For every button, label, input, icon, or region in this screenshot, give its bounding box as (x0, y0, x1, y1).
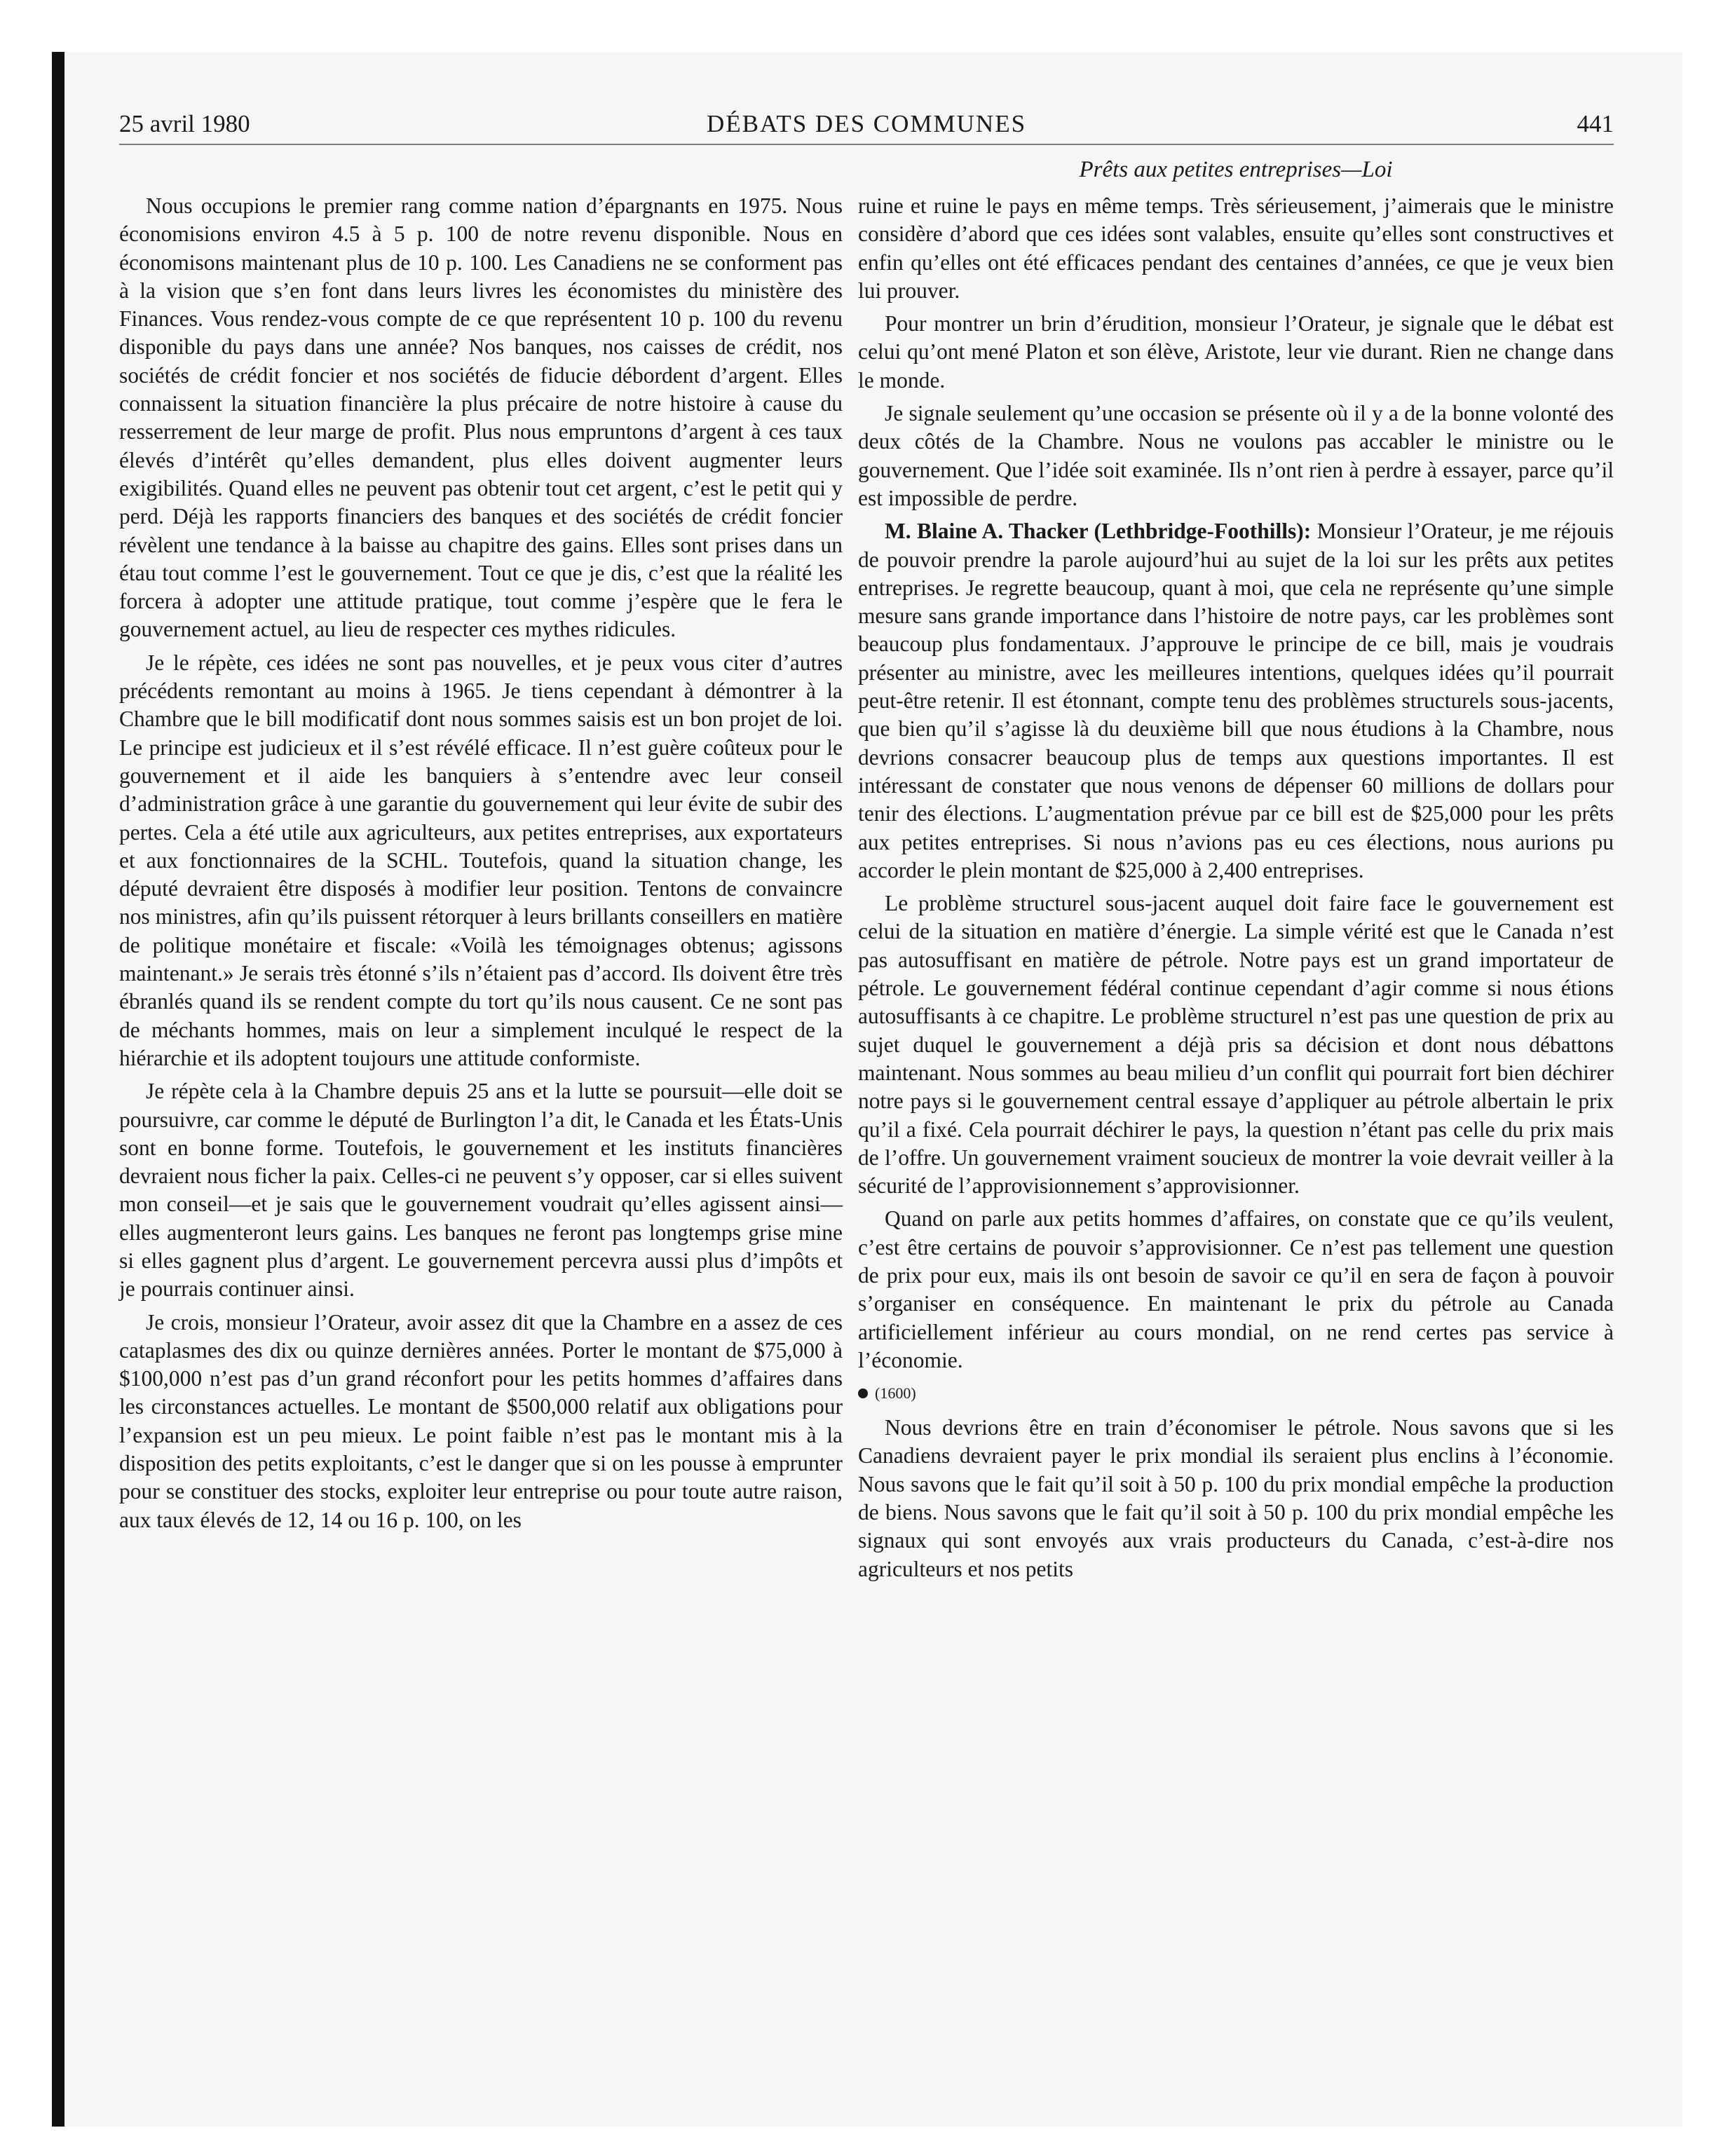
page-header (119, 107, 1614, 143)
paragraph: Je répète cela à la Chambre depuis 25 ans et la lutte se poursuit—elle doit se poursuivre, car comme le député de Burlington l’a dit, le Canada et les États-Unis sont en bonne forme. Toutefois, le gouvernement et les instituts financières devraient nous ficher la paix. Celles-ci ne peuvent s’y opposer, car si elles suivent mon conseil—et je sais que le gouvernement voudrait qu’elles agissent ainsi—elles augmenteront leurs gains. Les banques ne feront pas longtemps grise mine si elles gagnent plus d’argent. Le gouvernement percevra aussi plus d’impôts et je pourrais continuer ainsi. (119, 1079, 843, 1302)
paragraph: Nous devrions être en train d’économiser le pétrole. Nous savons que si les Canadiens devraient payer le prix mondial ils seraient plus enclins à l’économie. Nous savons que le fait qu’il soit à 50 p. 100 du prix mondial empêche la production de biens. Nous savons que le fait qu’il soit à 50 p. 100 du prix mondial empêche les signaux qui sont envoyés aux vrais producteurs du Canada, c’est-à-dire nos agriculteurs et nos petits (858, 1415, 1614, 1581)
header-date: 25 avril 1980 (119, 110, 250, 137)
bullet-icon (858, 1389, 868, 1398)
header-rule (119, 144, 1614, 145)
right-column (858, 192, 1614, 1588)
left-column (119, 192, 843, 1539)
paragraph: Le problème structurel sous-jacent auquel doit faire face le gouvernement est celui de la situation en matière d’énergie. La simple vérité est que le Canada n’est pas autosuffisant en matière de pétrole. Notre pays est un grand importateur de pétrole. Le gouvernement fédéral continue cependant d’agir comme si nous étions autosuffisants à ce chapitre. Le problème structurel n’est pas une question de prix au sujet duquel le gouvernement a déjà pris sa décision et dont nous débattons maintenant. Nous sommes au beau milieu d’un conflit qui pourrait fort bien déchirer notre pays si le gouvernement central essaye d’appliquer au pétrole albertain le prix qu’il a fixé. Cela pourrait déchirer le pays, la question n’étant pas celle du prix mais de l’offre. Un gouvernement vraiment soucieux de montrer la voie devrait veiller à la sécurité de l’approvisionnement s’approvisionner. (858, 891, 1614, 1199)
speech-paragraph (858, 517, 1614, 885)
speech-text: Monsieur l’Orateur, je me réjouis de pouvoir prendre la parole aujourd’hui au sujet de la loi sur les prêts aux petites entreprises. Je regrette beaucoup, quant à moi, que cela ne représente qu’une simple mesure sans grande importance dans l’histoire de notre pays, car les problèmes sont beaucoup plus fondamentaux. J’approuve le principe de ce bill, mais je voudrais présenter au ministre, avec les meilleures intentions, quelques idées qu’il pourrait peut-être retenir. Il est étonnant, compte tenu des problèmes structurels sous-jacents, que bien qu’il s’agisse là du deuxième bill que nous étudions à la Chambre, nous devrions consacrer beaucoup plus de temps aux questions importantes. Il est intéressant de constater que nous venons de dépenser 60 millions de dollars pour tenir des élections. L’augmentation prévue par ce bill est de $25,000 pour les prêts aux petites entreprises. Si nous n’avions pas eu ces élections, nous aurions pu accorder le plein montant de $25,000 à 2,400 entreprises. (858, 519, 1614, 882)
running-title: Prêts aux petites entreprises—Loi (1079, 157, 1393, 182)
paragraph: Nous occupions le premier rang comme nation d’épargnants en 1975. Nous économisions environ 4.5 à 5 p. 100 de notre revenu disponible. Nous en économisons maintenant plus de 10 p. 100. Les Canadiens ne se conforment pas à la vision que s’en font dans leurs livres les économistes du ministère des Finances. Vous rendez-vous compte de ce que représentent 10 p. 100 du revenu disponible du pays dans une année? Nos banques, nos caisses de crédit, nos sociétés de crédit foncier et nos sociétés de fiducie débordent d’argent. Elles connaissent la situation financière la plus précaire de notre histoire à cause du resserrement de leur marge de profit. Plus nous empruntons d’argent à ces taux élevés d’intérêt qu’elles demandent, plus elles doivent augmenter leurs exigibilités. Quand elles ne peuvent pas obtenir tout cet argent, c’est le petit qui y perd. Déjà les rapports financiers des banques et des sociétés de crédit foncier révèlent une tendance à la baisse au chapitre des gains. Elles sont prises dans un étau tout comme l’est le gouvernement. Tout ce que je dis, c’est que la réalité les forcera à adopter une attitude pratique, tout comme j’espère que le fera le gouvernement actuel, au lieu de respecter ces mythes ridicules. (119, 193, 843, 642)
paragraph: Je crois, monsieur l’Orateur, avoir assez dit que la Chambre en a assez de ces cataplasmes des dix ou quinze dernières années. Porter le montant de $75,000 à $100,000 n’est pas d’un grand réconfort pour les petits hommes d’affaires dans les circonstances actuelles. Le montant de $500,000 relatif aux obligations pour l’expansion est un peu mieux. Le point faible n’est pas le montant mis à la disposition des petits exploitants, c’est le danger que si on les pousse à emprunter pour se constituer des stocks, exploiter leur entreprise ou pour toute autre raison, aux taux élevés de 12, 14 ou 16 p. 100, on les (119, 1309, 843, 1532)
paragraph: Pour montrer un brin d’érudition, monsieur l’Orateur, je signale que le débat est celui qu’ont mené Platon et son élève, Aristote, leur vie durant. Rien ne change dans le monde. (858, 311, 1614, 393)
paragraph: Quand on parle aux petits hommes d’affaires, on constate que ce qu’ils veulent, c’est être certains de pouvoir s’approvisionner. Ce n’est pas tellement une question de prix pour eux, mais ils ont besoin de savoir ce qu’il en sera de façon à pouvoir s’organiser en conséquence. En maintenant le prix du pétrole au Canada artificiellement inférieur au cours mondial, on ne rend certes pas service à l’économie. (858, 1206, 1614, 1372)
time-marker (858, 1383, 1614, 1404)
header-title: DÉBATS DES COMMUNES (706, 110, 1027, 137)
paragraph: Je signale seulement qu’une occasion se présente où il y a de la bonne volonté des deux côtés de la Chambre. Nous ne voulons pas accabler le ministre ou le gouvernement. Que l’idée soit examinée. Ils n’ont rien à perdre à essayer, parce qu’il est impossible de perdre. (858, 401, 1614, 510)
page-number: 441 (1577, 110, 1614, 137)
time-marker-text: (1600) (875, 1384, 916, 1403)
paragraph: ruine et ruine le pays en même temps. Très sérieusement, j’aimerais que le ministre considère d’abord que ces idées sont valables, ensuite qu’elles sont constructives et enfin qu’elles ont été efficaces pendant des centaines d’années, ce que je veux bien lui prouver. (858, 193, 1614, 303)
scan-edge (52, 52, 64, 2127)
speaker-name: M. Blaine A. Thacker (Lethbridge-Foothills): (885, 519, 1312, 544)
paragraph: Je le répète, ces idées ne sont pas nouvelles, et je peux vous citer d’autres précédents remontant au moins à 1965. Je tiens cependant à démontrer à la Chambre que le bill modificatif dont nous sommes saisis est un bon projet de loi. Le principe est judicieux et il s’est révélé efficace. Il n’est guère coûteux pour le gouvernement et il aide les banquiers à s’entendre avec leur conseil d’administration grâce à une garantie du gouvernement qui leur évite de subir des pertes. Cela a été utile aux agriculteurs, aux petites entreprises, aux exportateurs et aux fonctionnaires de la SCHL. Toutefois, quand la situation change, les député devraient être disposés à modifier leur position. Tentons de convaincre nos ministres, afin qu’ils puissent rétorquer à leurs brillants conseillers en matière de politique monétaire et fiscale: «Voilà les témoignages obtenus; agissons maintenant.» Je serais très étonné s’ils n’étaient pas d’accord. Ils doivent être très ébranlés quand ils se rendent compte du tort qu’ils nous causent. Ce ne sont pas de méchants hommes, mais on leur a simplement inculqué le respect de la hiérarchie et ils adoptent toujours une attitude conformiste. (119, 650, 843, 1070)
